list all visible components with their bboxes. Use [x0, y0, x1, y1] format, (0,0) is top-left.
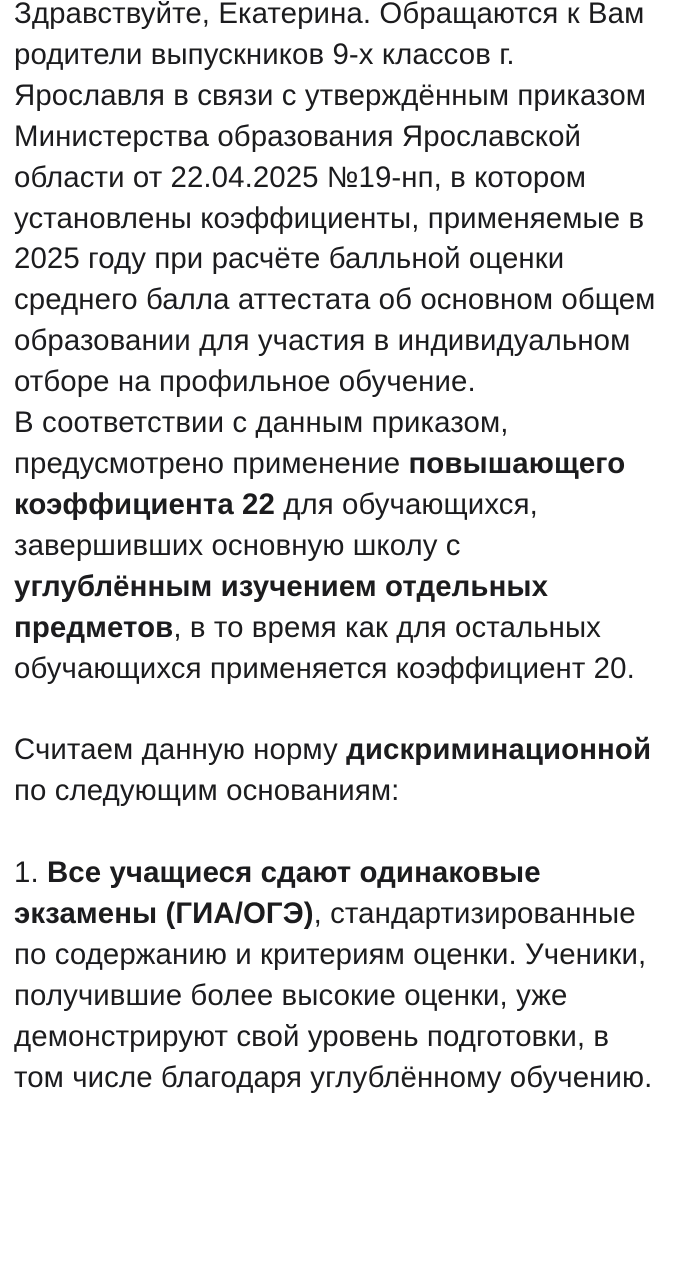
paragraph-spacer: [14, 812, 667, 853]
paragraph-discrimination: [14, 730, 667, 812]
coefficients-text-2: для обучающихся, завершивших основную школу с: [14, 487, 538, 562]
coefficients-bold-2: углублённым изучением отдельных предметов: [14, 569, 549, 644]
coefficients-bold-1: повышающего коэффициента 22: [14, 446, 626, 521]
coefficients-text-3: , в то время как для остальных обучающихся применяется коэффициент 20.: [14, 610, 635, 685]
point-1-text: , стандартизированные по содержанию и критериям оценки. Ученики, получившие более высокие оценки, уже демонстрируют свой уровень подготовки, в том числе благодаря углублённому обучению.: [14, 896, 653, 1094]
coefficients-text-1: В соответствии с данным приказом, предусмотрено применение: [14, 406, 509, 480]
paragraph-point-1: [14, 853, 667, 1098]
point-1-bold: Все учащиеся сдают одинаковые экзамены (ГИА/ОГЭ): [14, 856, 541, 930]
paragraph-intro: [14, 0, 667, 403]
paragraph-coefficients: [14, 403, 667, 689]
paragraph-spacer: [14, 689, 667, 730]
intro-text: Обращаются к Вам родители выпускников 9-х классов г. Ярославля в связи с утверждённым приказом Министерства образования Ярославской области от 22.04.2025 №19-нп, в котором установлены коэффициенты, применяемые в 2025 году при расчёте балльной оценки среднего балла аттестата об основном общем образовании для участия в индивидуальном отборе на профильное обучение.: [14, 0, 656, 399]
discrimination-bold: дискриминационной: [346, 733, 652, 767]
discrimination-text-1: Считаем данную норму: [14, 733, 347, 767]
discrimination-text-2: по следующим основаниям:: [14, 774, 400, 808]
greeting: Здравствуйте, Екатерина.: [14, 0, 372, 30]
point-number: 1.: [14, 856, 47, 889]
